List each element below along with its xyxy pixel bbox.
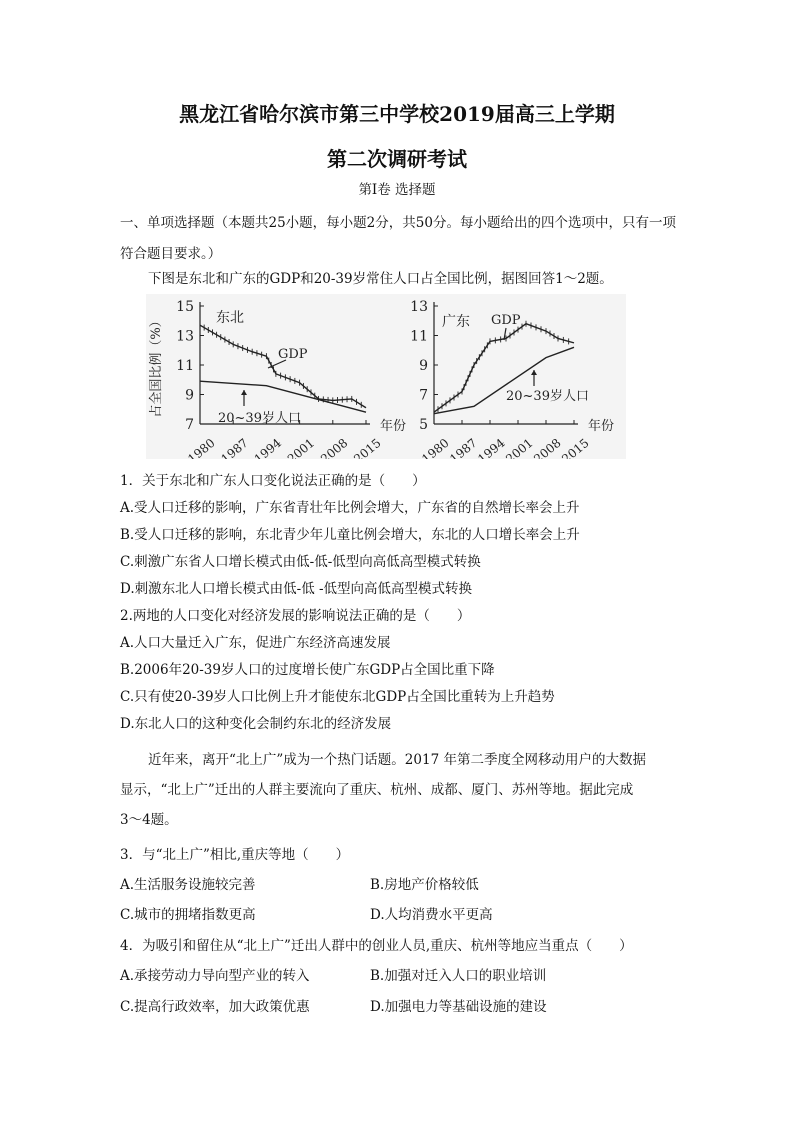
question-4-option-b: B.加强对迁入人口的职业培训 xyxy=(370,968,547,984)
exam-title-line1: 黑龙江省哈尔滨市第三中学校2019届高三上学期 xyxy=(179,102,615,126)
intro2-line2: 显示，“北上广”迁出的人群主要流向了重庆、杭州、成都、厦门、苏州等地。据此完成 xyxy=(120,782,634,798)
question-2-option-d: D.东北人口的这种变化会制约东北的经济发展 xyxy=(120,716,392,732)
x-tick-label: 1994 xyxy=(251,435,285,459)
section-title: 第I卷 选择题 xyxy=(358,182,436,198)
question-4-option-a: A.承接劳动力导向型产业的转入 xyxy=(120,968,310,984)
question-1-stem: 1．关于东北和广东人口变化说法正确的是（ ） xyxy=(120,473,426,489)
y-tick-label: 11 xyxy=(410,328,428,345)
population-arrowhead xyxy=(241,390,247,395)
y-tick-label: 15 xyxy=(176,299,194,315)
x-tick-label: 1980 xyxy=(185,435,218,459)
y-tick-label: 11 xyxy=(176,358,194,374)
population-annotation: 20~39岁人口 xyxy=(506,389,589,404)
question-3-option-a: A.生活服务设施较完善 xyxy=(120,877,256,893)
x-tick-label: 2008 xyxy=(318,435,351,459)
question-3-stem: 3．与“北上广”相比,重庆等地（ ） xyxy=(120,847,350,863)
x-tick-label: 2008 xyxy=(531,435,564,459)
y-tick-label: 13 xyxy=(410,299,428,315)
question-1-option-c: C.刺激广东省人口增长模式由低-低-低型向高低高型模式转换 xyxy=(120,554,481,570)
intro-question-1-2: 下图是东北和广东的GDP和20-39岁常住人口占全国比例，据图回答1～2题。 xyxy=(148,271,613,287)
x-axis-label: 年份 xyxy=(588,419,615,434)
question-4-stem: 4．为吸引和留住从“北上广”迁出人群中的创业人员,重庆、杭州等地应当重点（ ） xyxy=(120,938,633,954)
question-2-option-b: B.2006年20-39岁人口的过度增长使广东GDP占全国比重下降 xyxy=(120,662,495,678)
question-1-option-d: D.刺激东北人口增长模式由低-低 -低型向高低高型模式转换 xyxy=(120,581,473,597)
y-tick-label: 7 xyxy=(419,387,428,404)
x-tick-label: 1980 xyxy=(419,435,452,459)
y-tick-label: 5 xyxy=(419,417,428,433)
question-4-option-d: D.加强电力等基础设施的建设 xyxy=(370,999,547,1015)
question-3-option-d: D.人均消费水平更高 xyxy=(370,907,493,923)
y-tick-label: 9 xyxy=(185,387,194,404)
y-axis-label: 占全国比例（%） xyxy=(149,314,164,418)
chart-area xyxy=(146,294,626,459)
intro2-line3: 3～4题。 xyxy=(120,812,178,828)
x-tick-label: 1987 xyxy=(447,435,480,459)
population-arrowhead xyxy=(531,370,537,375)
question-3-option-c: C.城市的拥堵指数更高 xyxy=(120,907,256,923)
guangdong-chart xyxy=(410,299,614,459)
x-axis-label: 年份 xyxy=(380,419,407,434)
y-tick-label: 9 xyxy=(419,358,428,374)
x-tick-label: 1987 xyxy=(218,435,251,459)
region-label: 东北 xyxy=(216,310,244,326)
x-tick-label: 2015 xyxy=(351,435,384,459)
gdp-annotation: GDP xyxy=(278,347,308,362)
question-2-option-c: C.只有使20-39岁人口比例上升才能使东北GDP占全国比重转为上升趋势 xyxy=(120,689,555,705)
region-label: 广东 xyxy=(442,314,470,330)
population-line xyxy=(200,381,366,412)
y-tick-label: 13 xyxy=(176,328,194,345)
x-tick-label: 2001 xyxy=(284,435,318,459)
instructions: 一、单项选择题（本题共25小题，每小题2分，共50分。每小题给出的四个选项中，只有一项符合题目要求。） xyxy=(120,215,676,262)
gdp-annotation: GDP xyxy=(491,313,521,328)
exam-title-line2: 第二次调研考试 xyxy=(327,147,467,171)
x-tick-label: 2001 xyxy=(503,435,536,459)
x-tick-label: 2015 xyxy=(559,435,592,459)
gdp-population-charts xyxy=(146,294,626,459)
question-3-option-b: B.房地产价格较低 xyxy=(370,877,479,893)
question-1-option-b: B.受人口迁移的影响，东北青少年儿童比例会增大，东北的人口增长率会上升 xyxy=(120,527,580,543)
question-2-stem: 2.两地的人口变化对经济发展的影响说法正确的是（ ） xyxy=(120,608,471,624)
population-annotation: 20~39岁人口 xyxy=(218,411,301,426)
question-2-option-a: A.人口大量迁入广东，促进广东经济高速发展 xyxy=(120,635,391,651)
question-4-option-c: C.提高行政效率，加大政策优惠 xyxy=(120,999,310,1015)
northeast-chart xyxy=(148,299,406,459)
x-tick-label: 1994 xyxy=(475,435,508,459)
question-1-option-a: A.受人口迁移的影响，广东省青壮年比例会增大，广东省的自然增长率会上升 xyxy=(120,500,580,516)
y-tick-label: 7 xyxy=(185,417,194,433)
intro2-line1: 近年来，离开“北上广”成为一个热门话题。2017 年第二季度全网移动用户的大数据 xyxy=(148,752,646,768)
